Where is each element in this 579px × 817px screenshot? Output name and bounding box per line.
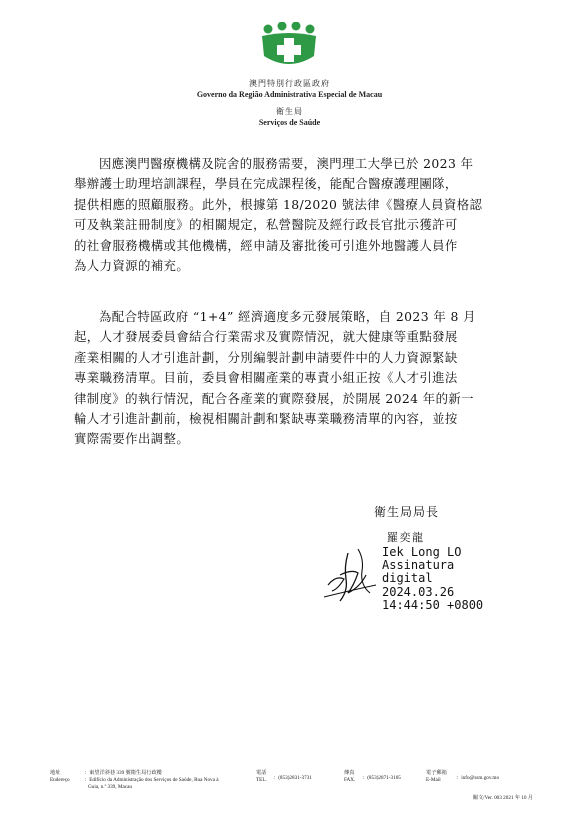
paragraph-line: 律制度》的執行情況，配合各產業的實際發展，於開展 2024 年的新一 [74, 390, 474, 406]
government-name-zh: 澳門特別行政區政府 [249, 79, 330, 88]
digital-signature-line: Assinatura [382, 558, 455, 573]
signatory-title: 衛生局局長 [374, 505, 440, 519]
address-zh: ：東望洋斜巷 339 號衛生局行政樓 [84, 770, 162, 776]
digital-signature-line: digital [382, 571, 433, 586]
body-paragraph-1 [74, 154, 506, 276]
digital-signature-line: 2024.03.26 [382, 584, 455, 599]
paragraph-line: 的社會服務機構或其他機構，經申請及審批後可引進外地醫護人員作 [74, 237, 458, 253]
paragraph-line: 輪人才引進計劃前，檢視相關計劃和緊缺專業職務清單的內容，並按 [74, 411, 458, 427]
digital-signature-line: Iek Long LO [382, 545, 462, 559]
department-name-zh: 衛生局 [276, 107, 303, 116]
paragraph-line: 專業職務清單。目前，委員會相關產業的專責小組正按《人才引進法 [74, 370, 458, 386]
footer-address [84, 770, 219, 791]
footer-email-labels [426, 770, 447, 784]
digital-signature-line: 14:44:50 +0800 [382, 597, 484, 612]
email-label-pt: E-Mail [426, 777, 441, 783]
fax-label-pt: FAX. [344, 777, 356, 783]
footer-address-labels [50, 770, 70, 784]
fax-label-zh: 傳真 [344, 770, 355, 776]
email-address: ：info@ssm.gov.mo [456, 775, 500, 781]
fax-number: ：(853)2871-3105 [362, 775, 401, 781]
department-name-pt: Serviços de Saúde [258, 118, 321, 127]
address-pt-line1: ：Edifício da Administração dos Serviços de Saúde, Rua Nova à [84, 777, 219, 783]
tel-label-zh: 電話 [256, 770, 267, 776]
paragraph-line: 為配合特區政府 “1+4” 經濟適度多元發展策略，自 2023 年 8 月 [99, 309, 476, 324]
health-bureau-logo [254, 22, 324, 70]
document-version-code: 關文/Ver. 003 2021 年 10 月 [472, 795, 533, 801]
digital-signature-text [382, 546, 483, 612]
address-pt-line2: Guia, n.º 339, Macau [88, 784, 132, 790]
tel-number: ：(853)2831-3731 [273, 775, 312, 781]
tel-label-pt: TEL. [256, 777, 267, 783]
paragraph-line: 可及執業註冊制度》的相關規定，私營醫院及經行政長官批示獲許可 [74, 217, 458, 233]
signatory-name-zh: 羅奕龍 [387, 531, 425, 544]
paragraph-line: 為人力資源的補充。 [74, 258, 190, 274]
paragraph-line: 實際需要作出調整。 [74, 431, 190, 447]
footer-tel-labels [256, 770, 267, 784]
paragraph-line: 提供相應的照顧服務。此外，根據第 18/2020 號法律《醫療人員資格認 [74, 196, 483, 212]
footer-fax-labels [344, 770, 355, 784]
address-label-pt: Endereço [50, 777, 70, 783]
body-paragraph-2 [74, 307, 506, 450]
email-label-zh: 電子郵箱 [426, 770, 447, 776]
paragraph-line: 產業相關的人才引進計劃，分別編製計劃申請要件中的人力資源緊缺 [74, 349, 458, 365]
government-name-pt: Governo da Região Administrativa Especial de Macau [196, 90, 383, 99]
paragraph-line: 舉辦護士助理培訓課程，學員在完成課程後，能配合醫療護理團隊， [74, 176, 458, 192]
address-label-zh: 地址 [50, 770, 61, 776]
paragraph-line: 起，人才發展委員會結合行業需求及實際情況，就大健康等重點發展 [74, 329, 458, 345]
paragraph-line: 因應澳門醫療機構及院舍的服務需要，澳門理工大學已於 2023 年 [99, 156, 474, 171]
